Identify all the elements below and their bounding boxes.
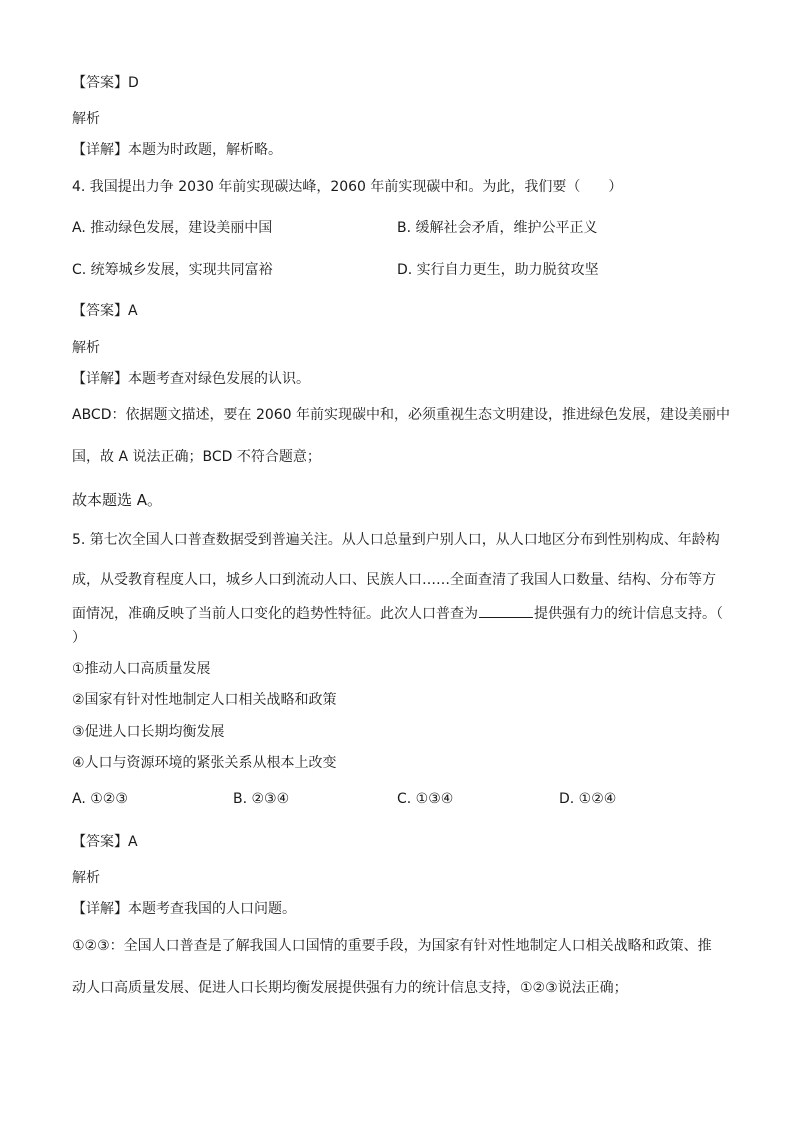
detail-line-q5: 【详解】本题考查我国的人口问题。 [72,901,296,917]
answer-label: 【答案】 [72,834,128,850]
answer-line-q3 [72,73,139,93]
q5-option-c: C. ①③④ [397,791,454,807]
answer-value: D [128,75,139,91]
q4-option-d: D. 实行自力更生，助力脱贫攻坚 [397,262,599,278]
answer-value: A [128,834,138,850]
stem-part-b: 提供强有力的统计信息支持。（ [534,606,723,622]
fill-in-blank [479,603,533,618]
detail-line-q4: 【详解】本题考查对绿色发展的认识。 [72,371,310,387]
q5-option-a: A. ①②③ [72,791,128,807]
explain-line-q4-2: 国，故 A 说法正确；BCD 不符合题意； [72,449,321,465]
q4-option-c: C. 统筹城乡发展，实现共同富裕 [72,262,273,278]
question-5-stem-3 [72,603,723,624]
q4-option-a: A. 推动绿色发展，建设美丽中国 [72,220,273,236]
analysis-heading-q4: 解析 [72,340,100,356]
conclusion-q4: 故本题选 A。 [72,491,163,509]
answer-line-q5 [72,832,138,852]
answer-label: 【答案】 [72,303,128,319]
answer-line-q4 [72,301,138,321]
q5-item-1: ①推动人口高质量发展 [72,661,211,677]
analysis-heading-q5: 解析 [72,870,100,886]
question-5-stem-2: 成，从受教育程度人口，城乡人口到流动人口、民族人口……全面查清了我国人口数量、结构、分布等方 [72,572,716,588]
stem-part-a: 面情况，准确反映了当前人口变化的趋势性特征。此次人口普查为 [72,606,478,622]
question-5-stem-1: 5. 第七次全国人口普查数据受到普遍关注。从人口总量到户别人口，从人口地区分布到性别构成、年龄构 [72,532,720,548]
q5-item-4: ④人口与资源环境的紧张关系从根本上改变 [72,755,337,771]
explain-line-q4-1: ABCD：依据题文描述，要在 2060 年前实现碳中和，必须重视生态文明建设，推进绿色发展，建设美丽中 [72,407,731,423]
answer-label: 【答案】 [72,75,128,91]
q5-option-b: B. ②③④ [233,791,290,807]
q5-item-2: ②国家有针对性地制定人口相关战略和政策 [72,692,337,708]
q5-option-d: D. ①②④ [559,791,617,807]
analysis-heading-q3: 解析 [72,111,100,127]
answer-value: A [128,303,138,319]
explain-line-q5-1: ①②③：全国人口普查是了解我国人口国情的重要手段，为国家有针对性地制定人口相关战略和政策、推 [72,938,712,954]
q4-option-b: B. 缓解社会矛盾，维护公平正义 [397,220,598,236]
question-5-stem-4: ） [72,630,86,646]
question-4-stem: 4. 我国提出力争 2030 年前实现碳达峰，2060 年前实现碳中和。为此，我们要（ ） [72,179,623,195]
explain-line-q5-2: 动人口高质量发展、促进人口长期均衡发展提供强有力的统计信息支持，①②③说法正确； [72,980,628,996]
detail-line-q3: 【详解】本题为时政题，解析略。 [72,142,282,158]
q5-item-3: ③促进人口长期均衡发展 [72,724,225,740]
